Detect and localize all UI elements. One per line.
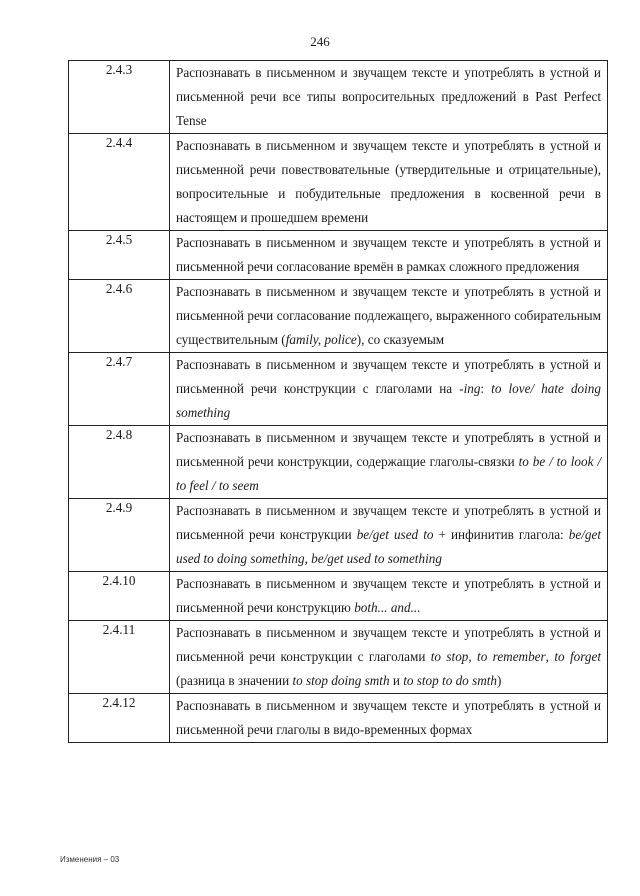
page-number: 246 xyxy=(310,34,330,49)
italic-term: family, police xyxy=(285,332,357,347)
description-text: , xyxy=(545,649,555,664)
italic-term: to stop doing smth xyxy=(292,673,390,688)
item-description xyxy=(170,499,608,572)
description-text: ) xyxy=(497,673,502,688)
table-row xyxy=(69,499,608,572)
italic-term: to stop to do smth xyxy=(403,673,497,688)
description-text: + инфинитив глагола: xyxy=(433,527,569,542)
description-text: Распознавать в письменном и звучащем тексте и употреблять в устной и письменной речи глаголы в видо-временных формах xyxy=(176,698,601,737)
table-row xyxy=(69,231,608,280)
description-text: Распознавать в письменном и звучащем тексте и употреблять в устной и письменной речи конструкции, содержащие глаголы-связки xyxy=(176,430,601,469)
description-text: Распознавать в письменном и звучащем тексте и употреблять в устной и письменной речи конструкцию xyxy=(176,576,601,615)
requirements-table xyxy=(68,60,608,743)
italic-term: be/get used to doing something, be/get used to something xyxy=(176,527,601,566)
item-code: 2.4.7 xyxy=(69,353,170,426)
item-code: 2.4.11 xyxy=(69,621,170,694)
table-row xyxy=(69,621,608,694)
footer-revision-note: Изменения – 03 xyxy=(60,855,120,864)
description-text: Распознавать в письменном и звучащем тексте и употреблять в устной и письменной речи конструкции xyxy=(176,503,601,542)
item-code: 2.4.9 xyxy=(69,499,170,572)
table-row xyxy=(69,353,608,426)
italic-term: both... and... xyxy=(354,600,421,615)
item-description xyxy=(170,231,608,280)
item-description xyxy=(170,134,608,231)
item-description xyxy=(170,572,608,621)
description-text: Распознавать в письменном и звучащем тексте и употреблять в устной и письменной речи все типы вопросительных предложений в Past Perfect Tense xyxy=(176,65,601,128)
table-row xyxy=(69,426,608,499)
item-code: 2.4.10 xyxy=(69,572,170,621)
item-description xyxy=(170,621,608,694)
item-description xyxy=(170,426,608,499)
table-row xyxy=(69,134,608,231)
item-code: 2.4.5 xyxy=(69,231,170,280)
italic-term: to be / to look / to feel / to seem xyxy=(176,454,601,493)
description-text: : xyxy=(480,381,492,396)
italic-term: to forget xyxy=(554,649,601,664)
item-description xyxy=(170,353,608,426)
item-code: 2.4.4 xyxy=(69,134,170,231)
item-code: 2.4.3 xyxy=(69,61,170,134)
item-description xyxy=(170,280,608,353)
description-text: Распознавать в письменном и звучащем тексте и употреблять в устной и письменной речи конструкции с глаголами xyxy=(176,625,601,664)
item-description xyxy=(170,694,608,743)
description-text: Распознавать в письменном и звучащем тексте и употреблять в устной и письменной речи конструкции с глаголами на xyxy=(176,357,601,396)
italic-term: -ing xyxy=(459,381,481,396)
description-text: и xyxy=(389,673,404,688)
description-text: (разница в значении xyxy=(176,673,293,688)
italic-term: to stop, to remember xyxy=(430,649,546,664)
italic-term: be/get used to xyxy=(356,527,434,542)
item-description xyxy=(170,61,608,134)
requirements-table-body xyxy=(69,61,608,743)
table-row xyxy=(69,61,608,134)
table-row xyxy=(69,694,608,743)
item-code: 2.4.8 xyxy=(69,426,170,499)
italic-term: to love/ hate doing something xyxy=(176,381,601,420)
description-text: ), со сказуемым xyxy=(356,332,445,347)
description-text: Распознавать в письменном и звучащем тексте и употреблять в устной и письменной речи согласование подлежащего, выраженного собирательным существительным ( xyxy=(176,284,601,347)
item-code: 2.4.6 xyxy=(69,280,170,353)
description-text: Распознавать в письменном и звучащем тексте и употреблять в устной и письменной речи повествовательные (утвердительные и отрицательные), вопросительные и побудительные предложения в косвенной речи в настоящем и прошедшем времени xyxy=(176,138,601,225)
description-text: Распознавать в письменном и звучащем тексте и употреблять в устной и письменной речи согласование времён в рамках сложного предложения xyxy=(176,235,601,274)
table-row xyxy=(69,280,608,353)
table-row xyxy=(69,572,608,621)
item-code: 2.4.12 xyxy=(69,694,170,743)
